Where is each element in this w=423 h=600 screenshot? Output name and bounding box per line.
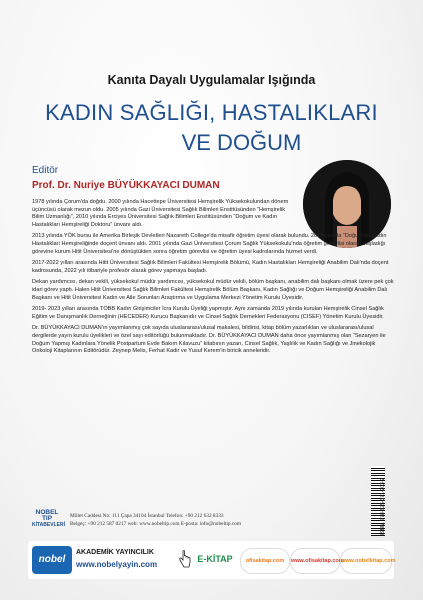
book-title-line2: VE DOĞUM [181,130,302,155]
publisher-logo [32,509,65,534]
bio-paragraph: 2019- 2023 yılları arasında TOBB Kadın Girişimciler İcra Kurulu Üyeliği yapmıştır. Aynı zamanda 2019 yılında kurulan Hemşirelik Cinsel Sağlık Eğitim ve Danışmanlık Derneğinin (HECEDER) Kurucu Başkanıdır ve Cinsel Sağlık Dernekleri Federasyonu (CISEF) Yönetim Kurulu Üyesidir. [32,306,384,320]
academic-publishing-label: AKADEMİK YAYINCILIK [76,549,154,556]
publisher-address: Millet Caddesi No: 111 Çapa 34104 İstanbul Telefon: +90 212 632 8333 [70,513,224,519]
editor-name: Prof. Dr. Nuriye BÜYÜKKAYACI DUMAN [32,180,220,191]
publisher-phone-web: Belgeç: +90 212 587 0217 web: www.nobeltip.com E-posta: info@nobeltip.com [70,521,241,527]
publisher-banner [28,541,394,579]
publisher-logo-line1: NOBEL TIP [35,509,59,522]
nobel-logo[interactable]: nobel [32,546,72,574]
ekitap-link[interactable]: E-KİTAP [197,554,233,564]
editor-biography [32,199,394,360]
book-subtitle: Kanıta Dayalı Uygulamalar Işığında [107,73,316,87]
nobelyayin-link[interactable]: www.nobelyayin.com [76,560,158,569]
bio-paragraph: 2017-2022 yılları arasında Hitit Üniversitesi Sağlık Bilimleri Fakültesi Hemşirelik Bölümü, Kadın Hastalıkları Hemşireliği Anabilim Dalı'nda doçent kadrosunda, 2022 yılı itibariyle profesör olarak görev yapmaya başladı. [32,260,389,274]
bio-paragraph: Dr. BÜYÜKKAYACI DUMAN'ın yayımlanmış çok sayıda uluslararası/ulusal makalesi, bildirisi, kitap bölüm yazarlıkları ve uluslararası/ulusal dergilerde yayın kurulu üyelikleri ve özel sayı editörlüğü bulunmaktadır. Dr. BÜYÜKKAYACI DUMAN daha önce yayımlanmış olan “Sezaryen ile Doğum Yapmış Kadınlara Yönelik Postpartum Evde Bakım Kılavuzu” kitabının yazarı, Cinsel Sağlık, Yaşlılık ve Kadın Sağlığı ve Jinekolojik Onkoloji Kitaplarının Editörüdür. Zeynep Melis, Ferhat Kadir ve Yusuf Kerem'in biricik anneleridir. [32,325,386,355]
hand-cursor-icon [178,550,192,570]
bio-paragraph: Dekan yardımcısı, dekan vekili, yüksekokul müdür yardımcısı, yüksekokul müdür vekili, bölüm başkanı, anabilim dalı başkanı olmak üzere pek çok idari görev yaptı. Halen Hitit Üniversitesi Sağlık Bilimleri Fakültesi Hemşirelik Bölüm Başkanı, Kadın Sağlığı ve Doğum Hemşireliği Anabilim Dalı Başkanı ve Hitit Üniversitesi Kadın ve Aile Sorunları Araştırma ve Uygulama Merkezi Yönetim Kurulu Üyesidir. [32,279,394,301]
publisher-info [32,508,367,536]
store-link-3[interactable]: www.nobelkitap.com [340,548,392,574]
book-title-line1: KADIN SAĞLIĞI, HASTALIKLARI [45,100,378,125]
isbn-text: ISBN: 978-625-371-203-2 [380,477,386,535]
bio-paragraph: 1978 yılında Çorum'da doğdu. 2000 yılında Hacettepe Üniversitesi Hemşirelik Yüksekokulundan dönem üçüncüsü olarak mezun oldu. 2005 yılında Gazi Üniversitesi Sağlık Bilimleri Enstitüsünden “Hemşirelik Bilim Uzmanlığı”, 2010 yılında Erciyes Üniversitesi Sağlık Bilimleri Enstitüsünden “Doğum ve Kadın Hastalıkları Hemşireliği Doktoru” ünvanı aldı. [32,199,289,228]
editor-label: Editör [32,165,59,176]
publisher-contact [70,512,241,528]
store-link-1[interactable]: ofisakitap.com [240,548,290,574]
store-link-2[interactable]: www.ofisakitap.com [290,548,340,574]
bio-paragraph: 2013 yılında YÖK bursu ile Amerika Birleşik Devletleri Nazareth College'da misafir öğretim üyesi olarak bulundu. 2017 yılında “Doğum ve Kadın Hastalıkları Hemşireliğinde doçent ünvanı aldı. 2001 yılında Gazi Üniversitesi Çorum Sağlık Yüksekokulu'nda öğretim görevlisi olarak başladığı görevine kurum Hitit Üniversitesi'ne dönüştükten sonra öğretim görevlisi ve öğretim üyesi kadrolarında hizmet verdi. [32,233,387,255]
publisher-logo-line2: KİTABEVLERİ [32,522,65,528]
